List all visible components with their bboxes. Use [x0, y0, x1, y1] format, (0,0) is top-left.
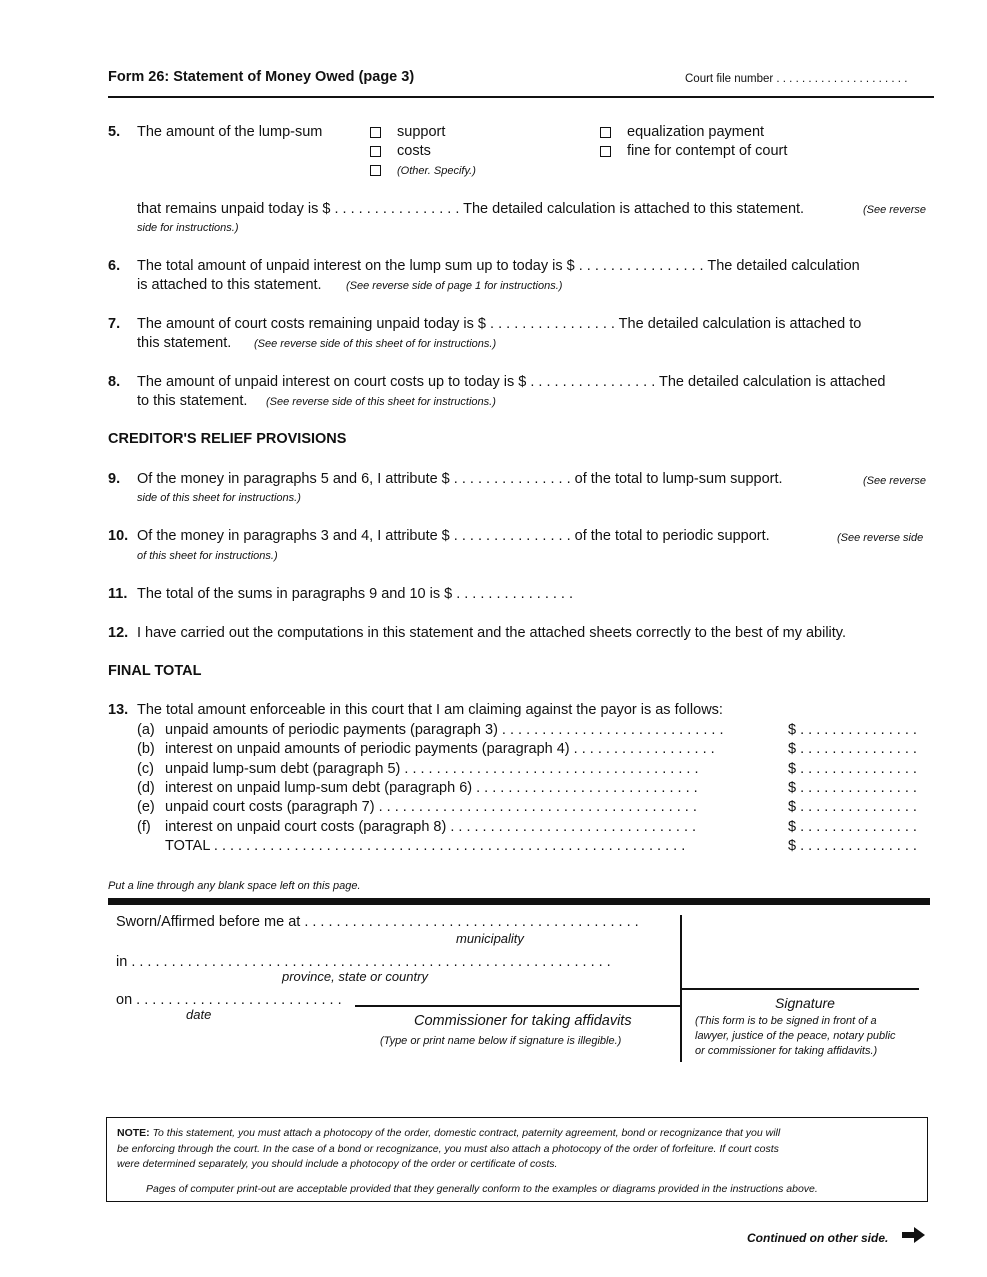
signature-note-3: or commissioner for taking affidavits.)	[695, 1045, 878, 1057]
commissioner-note: (Type or print name below if signature is illegible.)	[380, 1035, 622, 1047]
p8-note: (See reverse side of this sheet for instructions.)	[266, 396, 496, 408]
p11-number: 11.	[108, 586, 128, 602]
p13-item-amount: $ . . . . . . . . . . . . . . .	[788, 799, 917, 815]
continued-label: Continued on other side.	[747, 1231, 889, 1245]
p13-item-letter: (c)	[137, 761, 154, 777]
checkbox-icon	[370, 127, 381, 138]
p5-option-other[interactable]: (Other. Specify.)	[370, 162, 476, 178]
checkbox-icon	[600, 146, 611, 157]
p13-item-text: unpaid lump-sum debt (paragraph 5) . . . . . . . . . . . . . . . . . . . . . . . . . . . . . . . . . . . . .	[165, 761, 699, 777]
p10-number: 10.	[108, 528, 129, 544]
p11-line1: The total of the sums in paragraphs 9 and 10 is $ . . . . . . . . . . . . . . .	[137, 586, 574, 602]
signature-note-2: lawyer, justice of the peace, notary public	[695, 1030, 896, 1042]
p6-note: (See reverse side of page 1 for instructions.)	[346, 280, 563, 292]
p8-line1: The amount of unpaid interest on court costs up to today is $ . . . . . . . . . . . . . . . . The detailed calculation is attached	[137, 374, 886, 390]
p5-option-costs[interactable]: costs	[370, 143, 431, 159]
note-line-3: were determined separately, you should include a photocopy of the order or certificate of costs.	[117, 1158, 558, 1170]
signature-label: Signature	[775, 995, 835, 1011]
p13-item-text: interest on unpaid amounts of periodic payments (paragraph 4) . . . . . . . . . . . . . . . . . .	[165, 741, 715, 757]
p5-option-support[interactable]: support	[370, 124, 445, 140]
p9-note2: side of this sheet for instructions.)	[137, 492, 301, 504]
p5-option-equalization[interactable]: equalization payment	[600, 124, 764, 140]
p7-line1: The amount of court costs remaining unpaid today is $ . . . . . . . . . . . . . . . . The detailed calculation is attached to	[137, 316, 862, 332]
p13-item-letter: (d)	[137, 780, 155, 796]
p13-item-letter: (b)	[137, 741, 155, 757]
p8-number: 8.	[108, 374, 121, 390]
header-rule	[108, 96, 934, 98]
p10-note2: of this sheet for instructions.)	[137, 550, 278, 562]
p13-item-text: unpaid court costs (paragraph 7) . . . . . . . . . . . . . . . . . . . . . . . . . . . . . . . . . . . . . . . .	[165, 799, 697, 815]
p7-number: 7.	[108, 316, 121, 332]
p13-item-text: unpaid amounts of periodic payments (paragraph 3) . . . . . . . . . . . . . . . . . . . . . . . . . . . .	[165, 722, 724, 738]
p6-line2: is attached to this statement.	[137, 277, 322, 293]
in-line: in . . . . . . . . . . . . . . . . . . . . . . . . . . . . . . . . . . . . . . . . . . . . . . . . . . . . . . . . . . . .	[116, 954, 611, 970]
p13-item-amount: $ . . . . . . . . . . . . . . .	[788, 722, 917, 738]
date-label: date	[186, 1007, 212, 1022]
thick-rule	[108, 898, 930, 905]
final-heading: FINAL TOTAL	[108, 663, 202, 679]
p5-note2: side for instructions.)	[137, 222, 239, 234]
p13-item-amount: $ . . . . . . . . . . . . . . .	[788, 761, 917, 777]
p13-lead: The total amount enforceable in this court that I am claiming against the payor is as follows:	[137, 702, 723, 718]
signature-rule	[682, 988, 919, 990]
p13-item-letter: (a)	[137, 722, 155, 738]
commissioner-label: Commissioner for taking affidavits	[414, 1013, 632, 1029]
signature-note-1: (This form is to be signed in front of a	[695, 1015, 877, 1027]
blank-space-note: Put a line through any blank space left on this page.	[108, 880, 361, 892]
checkbox-icon	[370, 146, 381, 157]
court-file-number: Court file number . . . . . . . . . . . . . . . . . . . . .	[685, 73, 908, 85]
p13-item-amount: $ . . . . . . . . . . . . . . .	[788, 741, 917, 757]
municipality-label: municipality	[456, 931, 524, 946]
sworn-line: Sworn/Affirmed before me at . . . . . . . . . . . . . . . . . . . . . . . . . . . . . . . . . . . . . . . . . .	[116, 914, 639, 930]
p5-line1: that remains unpaid today is $ . . . . . . . . . . . . . . . . The detailed calculation is attached to this statement.	[137, 201, 805, 217]
form-title: Form 26: Statement of Money Owed (page 3)	[108, 69, 415, 85]
p13-item-text: interest on unpaid court costs (paragraph 8) . . . . . . . . . . . . . . . . . . . . . . . . . . . . . . .	[165, 819, 697, 835]
p13-item-text: interest on unpaid lump-sum debt (paragraph 6) . . . . . . . . . . . . . . . . . . . . . . . . . . . .	[165, 780, 698, 796]
note-label: NOTE:	[117, 1127, 150, 1139]
p10-note: (See reverse side	[837, 532, 924, 544]
p9-number: 9.	[108, 471, 121, 487]
p10-line1: Of the money in paragraphs 3 and 4, I attribute $ . . . . . . . . . . . . . . . of the total to periodic support.	[137, 528, 770, 544]
p5-number: 5.	[108, 124, 121, 140]
note-line-2: be enforcing through the court. In the case of a bond or recognizance, you must also attach a photocopy of the order of forfeiture. If court costs	[117, 1143, 779, 1155]
p9-note: (See reverse	[863, 475, 926, 487]
on-line: on . . . . . . . . . . . . . . . . . . . . . . . . . .	[116, 992, 342, 1008]
note-line-1: NOTE: To this statement, you must attach a photocopy of the order, domestic contract, paternity agreement, bond or recognizance that you will	[117, 1127, 781, 1139]
p13-number: 13.	[108, 702, 129, 718]
province-label: province, state or country	[282, 969, 428, 984]
p13-total-amount: $ . . . . . . . . . . . . . . .	[788, 838, 917, 854]
checkbox-icon	[600, 127, 611, 138]
p12-number: 12.	[108, 625, 129, 641]
p13-item-letter: (e)	[137, 799, 155, 815]
p12-line1: I have carried out the computations in this statement and the attached sheets correctly to the best of my ability.	[137, 625, 846, 641]
p8-line2: to this statement.	[137, 393, 248, 409]
creditor-heading: CREDITOR'S RELIEF PROVISIONS	[108, 431, 347, 447]
note-line-4: Pages of computer print-out are acceptable provided that they generally conform to the examples or diagrams provided in the instructions above.	[146, 1183, 818, 1195]
p13-item-amount: $ . . . . . . . . . . . . . . .	[788, 819, 917, 835]
p9-line1: Of the money in paragraphs 5 and 6, I attribute $ . . . . . . . . . . . . . . . of the total to lump-sum support.	[137, 471, 783, 487]
p7-line2: this statement.	[137, 335, 232, 351]
p13-total-text: TOTAL . . . . . . . . . . . . . . . . . . . . . . . . . . . . . . . . . . . . . . . . . . . . . . . . . . . . . . . . . . .	[165, 838, 686, 854]
checkbox-icon	[370, 165, 381, 176]
p13-item-letter: (f)	[137, 819, 151, 835]
p7-note: (See reverse side of this sheet of for instructions.)	[254, 338, 497, 350]
p6-line1: The total amount of unpaid interest on the lump sum up to today is $ . . . . . . . . . . . . . . . . The detailed calculation	[137, 258, 860, 274]
commissioner-rule	[355, 1005, 680, 1007]
arrow-right-icon	[902, 1226, 926, 1248]
p5-lead: The amount of the lump-sum	[137, 124, 323, 140]
p13-item-amount: $ . . . . . . . . . . . . . . .	[788, 780, 917, 796]
p5-option-fine[interactable]: fine for contempt of court	[600, 143, 787, 159]
p6-number: 6.	[108, 258, 121, 274]
p5-note: (See reverse	[863, 204, 926, 216]
